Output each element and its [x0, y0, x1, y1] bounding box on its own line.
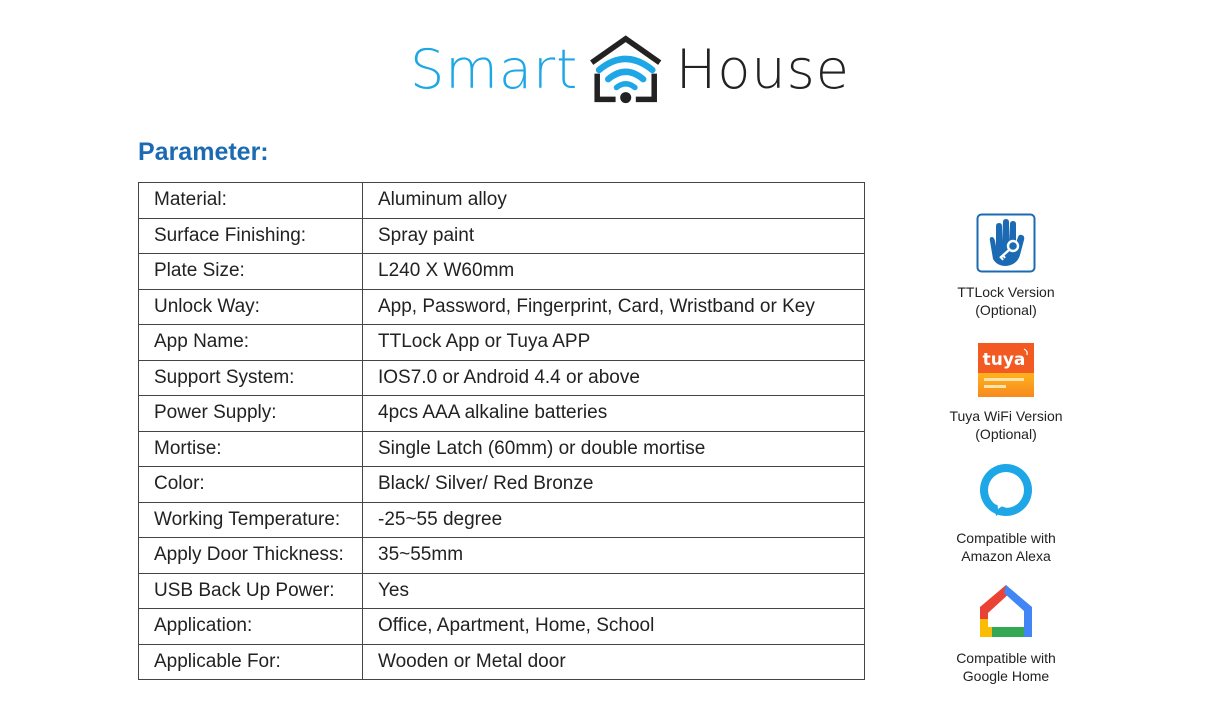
- wifi-house-icon: [588, 32, 663, 108]
- badge-caption-line2: (Optional): [975, 426, 1037, 442]
- param-label: Mortise:: [139, 431, 363, 467]
- badge-caption-line1: Compatible with: [956, 650, 1056, 666]
- section-title: Parameter:: [138, 138, 269, 166]
- param-value: Black/ Silver/ Red Bronze: [363, 467, 865, 503]
- param-value: Single Latch (60mm) or double mortise: [363, 431, 865, 467]
- param-value: App, Password, Fingerprint, Card, Wristband or Key: [363, 289, 865, 325]
- param-label: Color:: [139, 467, 363, 503]
- table-row: [139, 396, 865, 432]
- param-value: IOS7.0 or Android 4.4 or above: [363, 360, 865, 396]
- param-value: -25~55 degree: [363, 502, 865, 538]
- param-label: Surface Finishing:: [139, 218, 363, 254]
- badge-caption-line1: Tuya WiFi Version: [949, 408, 1063, 424]
- table-row: [139, 609, 865, 645]
- table-row: [139, 183, 865, 219]
- table-row: [139, 502, 865, 538]
- param-label: Working Temperature:: [139, 502, 363, 538]
- table-row: [139, 467, 865, 503]
- badge-alexa: [930, 463, 1082, 565]
- table-row: [139, 431, 865, 467]
- brand-logo: [410, 30, 850, 110]
- badge-caption-line2: (Optional): [975, 302, 1037, 318]
- param-value: Wooden or Metal door: [363, 644, 865, 680]
- param-label: Power Supply:: [139, 396, 363, 432]
- tuya-logo-icon: [978, 343, 1034, 397]
- table-row: [139, 538, 865, 574]
- table-row: [139, 360, 865, 396]
- param-label: App Name:: [139, 325, 363, 361]
- badge-caption-line1: TTLock Version: [957, 284, 1055, 300]
- table-row: [139, 573, 865, 609]
- svg-text:tuya: tuya: [982, 350, 1026, 370]
- param-value: Yes: [363, 573, 865, 609]
- param-value: L240 X W60mm: [363, 254, 865, 290]
- param-value: 35~55mm: [363, 538, 865, 574]
- param-label: Applicable For:: [139, 644, 363, 680]
- badge-ttlock: [930, 213, 1082, 319]
- badge-caption-line1: Compatible with: [956, 530, 1056, 546]
- param-label: USB Back Up Power:: [139, 573, 363, 609]
- amazon-alexa-icon: [978, 463, 1034, 519]
- brand-word-smart: Smart: [410, 38, 579, 101]
- google-home-icon: [978, 583, 1034, 639]
- badge-caption: [930, 283, 1082, 319]
- param-label: Material:: [139, 183, 363, 219]
- param-label: Support System:: [139, 360, 363, 396]
- table-row: [139, 218, 865, 254]
- badge-caption-line2: Google Home: [962, 668, 1050, 684]
- param-label: Plate Size:: [139, 254, 363, 290]
- badge-caption: [930, 529, 1082, 565]
- brand-word-house: House: [675, 38, 850, 101]
- badge-tuya: [930, 343, 1082, 443]
- param-value: TTLock App or Tuya APP: [363, 325, 865, 361]
- table-row: [139, 254, 865, 290]
- table-row: [139, 325, 865, 361]
- parameter-table: [138, 182, 865, 680]
- param-value: Aluminum alloy: [363, 183, 865, 219]
- badge-caption: [930, 407, 1082, 443]
- badge-caption-line2: Amazon Alexa: [961, 548, 1051, 564]
- ttlock-hand-key-icon: [976, 213, 1036, 273]
- badge-caption: [930, 649, 1082, 685]
- table-row: [139, 289, 865, 325]
- param-value: Office, Apartment, Home, School: [363, 609, 865, 645]
- badge-google-home: [930, 583, 1082, 685]
- param-label: Application:: [139, 609, 363, 645]
- param-label: Apply Door Thickness:: [139, 538, 363, 574]
- table-row: [139, 644, 865, 680]
- param-value: 4pcs AAA alkaline batteries: [363, 396, 865, 432]
- param-value: Spray paint: [363, 218, 865, 254]
- param-label: Unlock Way:: [139, 289, 363, 325]
